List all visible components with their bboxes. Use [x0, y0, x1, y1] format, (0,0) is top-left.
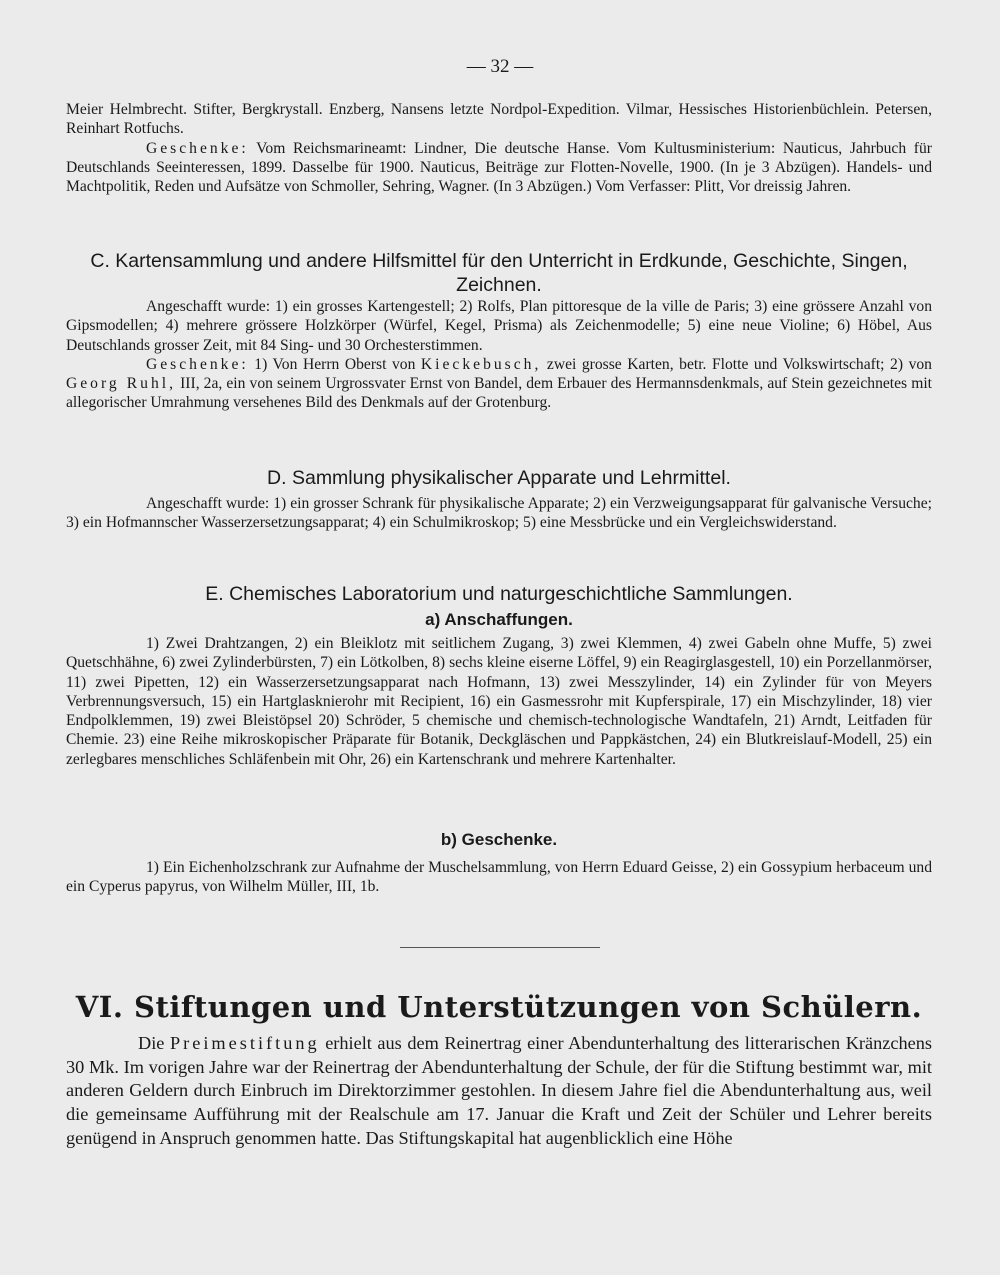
gifts-label: Geschenke:: [146, 139, 249, 157]
section-d-paragraph: Angeschafft wurde: 1) ein grosser Schrank für physikalische Apparate; 2) ein Verzweigungsapparat für galvanische Versuche; 3) ein Hofmannscher Wasserzersetzungsapparat; 4) ein Schulmikroskop; 5) eine Messbrücke und ein Vergleichswiderstand.: [66, 495, 932, 532]
intro-block: [66, 100, 932, 196]
section-e-sub-b: b) Geschenke.: [440, 830, 558, 849]
gifts-text: 1) Von Herrn Oberst von: [254, 355, 416, 373]
divider: [400, 947, 600, 948]
acquisitions-paragraph: 1) Zwei Drahtzangen, 2) ein Bleiklotz mit seitlichem Zugang, 3) zwei Klemmen, 4) zwei Gabeln ohne Muffe, 5) zwei Quetschhähne, 6) zwei Zylinderbürsten, 7) ein Lötkolben, 8) sechs kleine eiserne Löffel, 9) ein Reagirglasgestell, 10) ein Porzellanmörser, 11) zwei Pipetten, 12) ein Wasserzersetzungsapparat nach Hofmann, 13) zwei Messzylinder, 14) ein Zylinder für von Meyers Verbrennungsversuch, 15) ein Hartglasknierohr mit Recipient, 16) ein Gasmessrohr mit Kupferspirale, 17) ein Mischzylinder, 18) vier Endpolklemmen, 19) zwei Bleistöpsel 20) Schröder, 5 chemische und chemisch-technologische Wandtafeln, 21) Arndt, Leitfaden für Chemie. 23) eine Reihe mikroskopischer Präparate für Botanik, Deckgläschen und Pappkästchen, 24) ein Blutkreislauf-Modell, 25) ein zerlegbares menschliches Schläfenbein mit Ohr, 26) ein Kartenschrank und mehrere Kartenhalter.: [66, 635, 932, 768]
donor-name: Georg Ruhl,: [66, 375, 177, 393]
section-e-heading: E. Chemisches Laboratorium und naturgeschichtliche Sammlungen.: [205, 583, 793, 605]
donor-name: Kieckebusch,: [420, 355, 542, 373]
section-c-paragraph: Angeschafft wurde: 1) ein grosses Kartengestell; 2) Rolfs, Plan pittoresque de la ville de Paris; 3) eine grössere Anzahl von Gipsmodellen; 4) mehrere grössere Holzkörper (Würfel, Kegel, Prisma) als Zeichenmodelle; 5) eine neue Violine; 6) Höbel, Aus Deutschlands grosser Zeit, mit 84 Sing- und 30 Orchesterstimmen.: [66, 298, 932, 354]
page-number: — 32 —: [466, 56, 534, 77]
section-d-heading: D. Sammlung physikalischer Apparate und Lehrmittel.: [267, 467, 731, 489]
body-text: erhielt aus dem Reinertrag einer Abendunterhaltung des litterarischen Kränzchens 30 Mk. Im vorigen Jahre war der Reinertrag der Abendunterhaltung der Schule, der für die Stiftung bestimmt war, mit anderen Geldern durch Einbruch im Direktorzimmer gestohlen. In diesem Jahre fiel die Abendunterhaltung aus, weil die gemeinsame Aufführung mit der Realschule am 17. Januar die Kraft und Zeit der Schüler und Lehrer bereits genügend in Anspruch genommen hatte. Das Stiftungskapital hat augenblicklich eine Höhe: [66, 1033, 932, 1148]
section-d-block: [66, 494, 932, 533]
section-vi-paragraph: [66, 1032, 932, 1151]
gifts-text: Vom Reichsmarineamt: Lindner, Die deutsche Hanse. Vom Kultusministerium: Nauticus, Jahrbuch für Deutschlands Seeinteressen, 1899. Dasselbe für 1900. Nauticus, Beiträge zur Flotten-Novelle, 1900. (In je 3 Abzügen). Handels- und Machtpolitik, Reden und Aufsätze von Schmoller, Sehring, Wagner. (In 3 Abzügen.) Vom Verfasser: Plitt, Vor dreissig Jahren.: [66, 139, 932, 196]
section-vi-block: [66, 1032, 932, 1151]
section-e-a-block: [66, 634, 932, 769]
section-e-sub-a: a) Anschaffungen.: [425, 610, 573, 629]
gifts-label: Geschenke:: [146, 355, 249, 373]
intro-paragraph: Meier Helmbrecht. Stifter, Bergkrystall. Enzberg, Nansens letzte Nordpol-Expedition. Vilmar, Hessisches Historienbüchlein. Petersen, Reinhart Rotfuchs.: [66, 101, 932, 138]
section-e-b-block: [66, 858, 932, 897]
gifts-text: zwei grosse Karten, betr. Flotte und Volkswirtschaft; 2) von: [546, 355, 932, 373]
foundation-name: Preimestiftung: [169, 1033, 320, 1053]
body-text: Die: [138, 1033, 165, 1053]
gifts-paragraph: 1) Ein Eichenholzschrank zur Aufnahme der Muschelsammlung, von Herrn Eduard Geisse, 2) ein Gossypium herbaceum und ein Cyperus papyrus, von Wilhelm Müller, III, 1b.: [66, 859, 932, 896]
section-vi-heading: VI. Stiftungen und Unterstützungen von Schülern.: [75, 990, 923, 1024]
intro-gifts-paragraph: [66, 139, 932, 197]
section-c-block: [66, 297, 932, 413]
section-c-heading: C. Kartensammlung und andere Hilfsmittel für den Unterricht in Erdkunde, Geschichte, Singen, Zeichnen.: [90, 250, 908, 296]
section-c-gifts-paragraph: [66, 355, 932, 413]
gifts-text: III, 2a, ein von seinem Urgrossvater Ernst von Bandel, dem Erbauer des Hermannsdenkmals, auf Stein gezeichnetes mit allegorischer Umrahmung versehenes Bild des Denkmals auf der Grotenburg.: [66, 375, 933, 412]
